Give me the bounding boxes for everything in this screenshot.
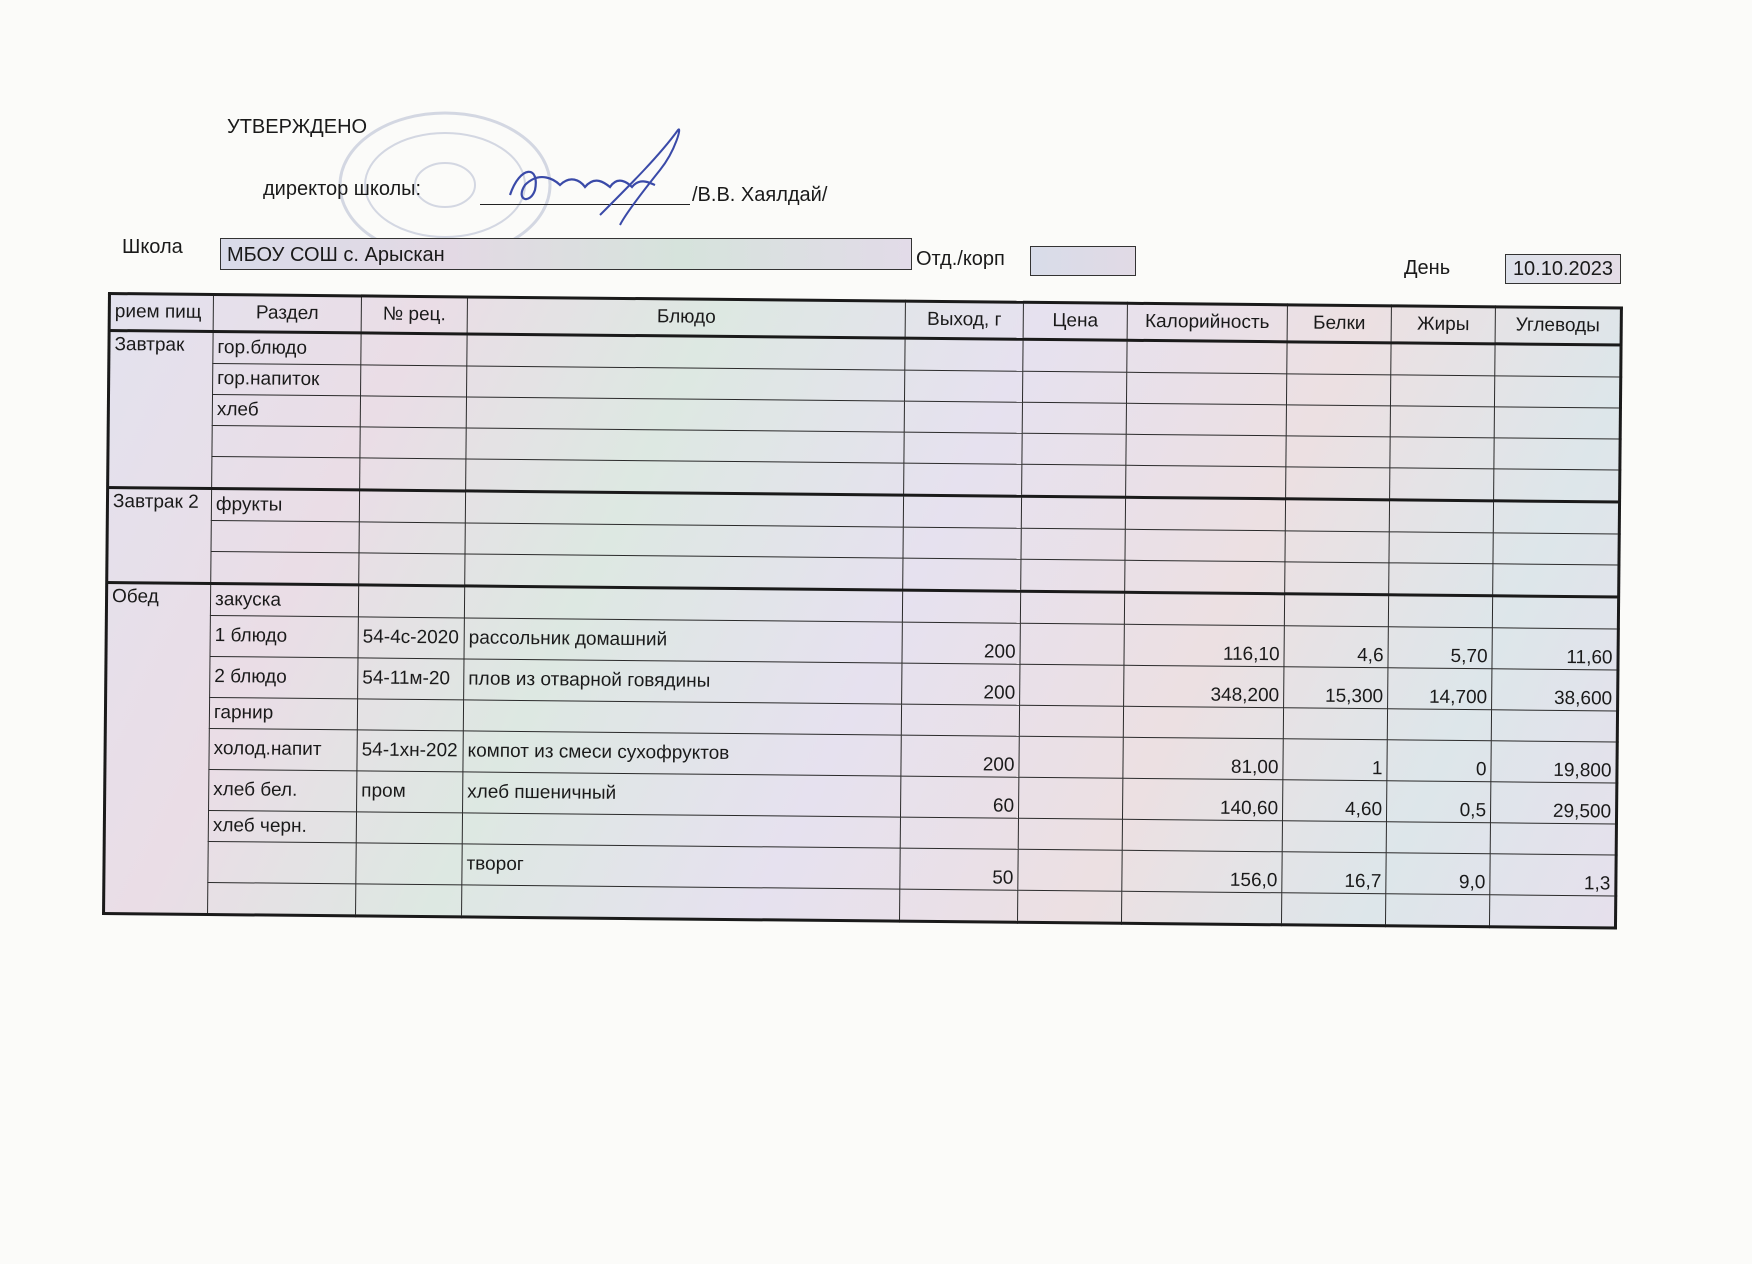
table-cell	[360, 396, 466, 428]
col-header-meal: рием пищ	[109, 294, 213, 332]
table-cell: творог	[462, 844, 900, 889]
table-cell	[899, 889, 1017, 922]
table-cell	[359, 522, 465, 554]
table-cell	[359, 553, 465, 586]
dept-field[interactable]	[1030, 246, 1136, 276]
school-field[interactable]: МБОУ СОШ с. Арыскан	[220, 238, 912, 270]
table-cell	[464, 586, 902, 622]
table-cell	[1126, 403, 1286, 436]
table-cell	[1494, 438, 1620, 470]
table-cell	[1285, 499, 1389, 532]
table-cell	[1389, 532, 1493, 564]
table-cell	[1490, 823, 1616, 855]
table-cell	[208, 841, 356, 883]
table-cell	[1390, 406, 1494, 438]
col-header-yield: Выход, г	[905, 301, 1023, 339]
table-cell: 14,700	[1388, 668, 1492, 710]
table-cell	[1022, 433, 1126, 465]
table-cell	[1017, 890, 1121, 923]
table-cell: хлеб черн.	[208, 810, 356, 842]
table-cell	[1020, 591, 1124, 624]
table-cell: 0,5	[1386, 781, 1490, 823]
table-cell: 16,7	[1282, 852, 1386, 894]
table-cell	[361, 365, 467, 397]
table-cell	[903, 527, 1021, 559]
table-cell: 1 блюдо	[210, 615, 358, 657]
col-header-carbs: Углеводы	[1495, 307, 1621, 345]
table-cell: 156,0	[1122, 850, 1282, 893]
table-cell	[356, 884, 462, 917]
meal-group	[104, 583, 1619, 928]
table-cell	[360, 458, 466, 491]
meal-name-cell: Завтрак	[108, 331, 214, 489]
table-cell	[465, 491, 903, 527]
table-cell	[208, 882, 356, 915]
table-cell	[1125, 529, 1285, 562]
table-cell: фрукты	[211, 489, 359, 522]
table-cell	[1489, 895, 1615, 928]
table-cell	[466, 459, 904, 495]
col-header-section: Раздел	[213, 295, 361, 333]
meal-group	[107, 488, 1620, 598]
col-header-price: Цена	[1023, 302, 1127, 340]
table-cell	[462, 813, 900, 848]
table-cell: 5,70	[1388, 627, 1492, 669]
table-cell: пром	[357, 771, 463, 813]
table-cell	[1286, 467, 1390, 500]
menu-table	[102, 292, 1623, 930]
table-cell	[901, 704, 1019, 736]
table-cell	[1385, 894, 1489, 927]
table-cell	[1493, 533, 1619, 565]
table-cell	[1126, 372, 1286, 405]
table-cell: рассольник домашний	[464, 618, 902, 663]
table-cell	[1390, 437, 1494, 469]
table-cell: 348,200	[1124, 665, 1284, 708]
meal-group	[108, 331, 1621, 503]
table-cell	[467, 334, 905, 370]
table-cell	[1125, 560, 1285, 594]
col-header-dish: Блюдо	[467, 297, 905, 338]
table-cell: 1,3	[1490, 854, 1616, 896]
table-cell: 1	[1283, 739, 1387, 781]
table-cell	[462, 885, 900, 921]
meal-name-cell: Завтрак 2	[107, 488, 212, 584]
table-cell	[1494, 407, 1620, 439]
table-cell: хлеб	[212, 395, 360, 427]
table-cell	[1121, 891, 1281, 925]
table-cell	[1122, 819, 1282, 852]
table-cell	[1388, 595, 1492, 628]
table-cell	[1022, 464, 1126, 497]
table-cell	[359, 490, 465, 523]
table-cell	[1493, 564, 1619, 597]
school-label: Школа	[122, 236, 183, 258]
table-cell: 54-11м-20	[358, 658, 464, 700]
table-cell: гарнир	[209, 697, 357, 729]
table-cell	[1494, 376, 1620, 408]
table-cell: хлеб пшеничный	[463, 772, 901, 817]
table-cell: 60	[900, 776, 1018, 818]
table-cell	[361, 333, 467, 366]
table-cell	[1287, 342, 1391, 375]
table-cell	[1492, 596, 1618, 629]
table-cell	[465, 523, 903, 558]
table-cell	[1023, 339, 1127, 372]
table-cell	[1494, 469, 1620, 502]
table-cell: 9,0	[1386, 853, 1490, 895]
table-cell: 54-1хн-202	[357, 730, 463, 772]
table-cell: 29,500	[1490, 782, 1616, 824]
table-cell	[1286, 374, 1390, 406]
table-cell	[1127, 340, 1287, 374]
table-cell	[211, 521, 359, 553]
table-cell	[904, 370, 1022, 402]
table-cell	[1123, 706, 1283, 739]
director-name: /В.В. Хаялдай/	[692, 184, 828, 206]
table-cell: 81,00	[1123, 737, 1283, 780]
table-cell	[1126, 465, 1286, 499]
table-cell	[1124, 592, 1284, 626]
meal-name-cell: Обед	[104, 583, 211, 915]
table-cell	[1018, 777, 1122, 819]
table-cell: 200	[901, 735, 1019, 777]
table-cell	[1390, 468, 1494, 501]
table-cell: 19,800	[1491, 741, 1617, 783]
table-cell	[1390, 375, 1494, 407]
table-cell	[904, 401, 1022, 433]
table-cell	[903, 495, 1021, 528]
table-cell	[356, 843, 462, 885]
table-cell	[904, 463, 1022, 496]
table-cell	[904, 432, 1022, 464]
table-cell	[1391, 343, 1495, 376]
table-cell	[1283, 708, 1387, 740]
table-cell: холод.напит	[209, 728, 357, 770]
table-cell: 4,6	[1284, 626, 1388, 668]
table-cell	[358, 585, 464, 618]
table-cell	[1022, 402, 1126, 434]
table-cell	[1389, 563, 1493, 596]
table-cell	[1021, 559, 1125, 592]
approved-label: УТВЕРЖДЕНО	[227, 116, 368, 138]
table-cell	[466, 397, 904, 432]
table-cell	[1285, 562, 1389, 595]
table-cell: плов из отварной говядины	[464, 659, 902, 704]
table-cell	[1021, 528, 1125, 560]
col-header-calories: Калорийность	[1127, 303, 1287, 342]
table-cell	[1282, 821, 1386, 853]
table-cell	[360, 427, 466, 459]
table-cell	[1491, 710, 1617, 742]
table-cell: гор.напиток	[213, 364, 361, 396]
table-cell	[1020, 664, 1124, 706]
table-cell: 50	[900, 848, 1018, 890]
table-cell	[1495, 344, 1621, 377]
table-cell: хлеб бел.	[209, 769, 357, 811]
table-cell: 200	[902, 622, 1020, 664]
table-cell: 15,300	[1284, 667, 1388, 709]
table-cell	[1286, 405, 1390, 437]
director-label: директор школы:	[263, 178, 422, 200]
table-cell	[1022, 371, 1126, 403]
table-cell	[357, 699, 463, 731]
table-cell: 54-4с-2020	[358, 617, 464, 659]
table-cell	[1386, 822, 1490, 854]
table-cell: 140,60	[1122, 778, 1282, 821]
table-cell	[1020, 623, 1124, 665]
table-cell: компот из смеси сухофруктов	[463, 731, 901, 776]
table-cell	[905, 338, 1023, 371]
table-cell	[1285, 531, 1389, 563]
table-cell: 38,600	[1492, 669, 1618, 711]
dept-label: Отд./корп	[916, 248, 1005, 270]
table-cell: 200	[902, 663, 1020, 705]
table-cell	[900, 817, 1018, 849]
table-cell	[1284, 594, 1388, 627]
table-cell: гор.блюдо	[213, 332, 361, 365]
table-cell	[467, 366, 905, 401]
table-cell	[1018, 849, 1122, 891]
table-cell: 11,60	[1492, 628, 1618, 670]
table-cell	[211, 552, 359, 585]
table-cell	[1126, 434, 1286, 467]
table-cell	[1125, 497, 1285, 531]
table-cell: 2 блюдо	[210, 656, 358, 698]
col-header-fat: Жиры	[1391, 306, 1495, 344]
table-cell	[902, 590, 1020, 623]
table-cell	[1387, 709, 1491, 741]
table-cell: 116,10	[1124, 624, 1284, 667]
table-cell	[1018, 818, 1122, 850]
table-cell	[903, 558, 1021, 591]
table-cell	[1286, 436, 1390, 468]
table-cell	[1493, 501, 1619, 534]
table-cell	[212, 457, 360, 490]
table-cell	[465, 554, 903, 590]
table-cell: закуска	[210, 583, 358, 616]
table-cell	[1281, 893, 1385, 926]
table-cell	[1389, 500, 1493, 533]
day-field[interactable]: 10.10.2023	[1505, 254, 1621, 284]
col-header-protein: Белки	[1287, 305, 1391, 343]
director-signature	[500, 125, 700, 235]
col-header-recipe: № рец.	[361, 296, 467, 334]
table-cell: 0	[1387, 740, 1491, 782]
table-cell	[463, 700, 901, 735]
table-cell	[466, 428, 904, 463]
table-cell	[1019, 736, 1123, 778]
table-cell	[1019, 705, 1123, 737]
day-label: День	[1404, 257, 1451, 279]
table-cell	[356, 812, 462, 844]
table-cell: 4,60	[1282, 780, 1386, 822]
table-cell	[212, 426, 360, 458]
table-cell	[1021, 496, 1125, 529]
